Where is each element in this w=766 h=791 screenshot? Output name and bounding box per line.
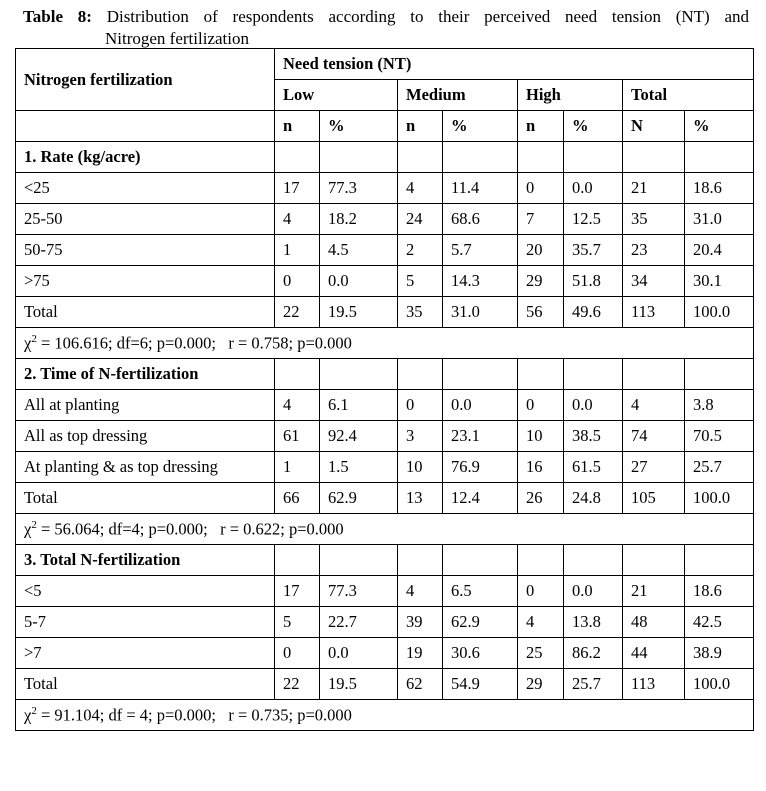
cell-value: 61.5 — [564, 452, 623, 483]
cell-value: 24.8 — [564, 483, 623, 514]
cell-value: 23.1 — [443, 421, 518, 452]
cell-value: 25 — [518, 638, 564, 669]
chi-superscript: 2 — [31, 518, 37, 531]
cell-value: 0 — [518, 390, 564, 421]
empty-cell — [518, 359, 564, 390]
cell-value: 12.4 — [443, 483, 518, 514]
empty-cell — [320, 359, 398, 390]
cell-value: 113 — [623, 669, 685, 700]
cell-value: 20.4 — [685, 235, 754, 266]
cell-value: 7 — [518, 204, 564, 235]
empty-cell — [320, 142, 398, 173]
chi-symbol: χ — [24, 333, 32, 353]
cell-value: 4 — [275, 390, 320, 421]
section-title-row — [16, 545, 754, 576]
row-label: All as top dressing — [16, 421, 275, 452]
cell-value: 3 — [398, 421, 443, 452]
cell-value: 0.0 — [443, 390, 518, 421]
row-label: >75 — [16, 266, 275, 297]
chi-superscript: 2 — [31, 704, 37, 717]
caption-label: Table 8: — [23, 7, 92, 26]
empty-cell — [16, 111, 275, 142]
cell-value: 100.0 — [685, 669, 754, 700]
level-header-medium: Medium — [398, 80, 518, 111]
cell-value: 23 — [623, 235, 685, 266]
cell-value: 62.9 — [443, 607, 518, 638]
cell-value: 113 — [623, 297, 685, 328]
table-row — [16, 452, 754, 483]
empty-cell — [275, 545, 320, 576]
cell-value: 14.3 — [443, 266, 518, 297]
cell-value: 5.7 — [443, 235, 518, 266]
cell-value: 4 — [275, 204, 320, 235]
cell-value: 4 — [398, 173, 443, 204]
cell-value: 4 — [398, 576, 443, 607]
cell-value: 25.7 — [685, 452, 754, 483]
stats-text: = 91.104; df = 4; p=0.000; r = 0.735; p=0.000 — [40, 705, 352, 725]
row-label: 25-50 — [16, 204, 275, 235]
cell-value: 1 — [275, 235, 320, 266]
table-row — [16, 266, 754, 297]
cell-value: 13.8 — [564, 607, 623, 638]
subcol-header: n — [518, 111, 564, 142]
cell-value: 30.6 — [443, 638, 518, 669]
cell-value: 100.0 — [685, 297, 754, 328]
cell-value: 24 — [398, 204, 443, 235]
cell-value: 6.1 — [320, 390, 398, 421]
cell-value: 54.9 — [443, 669, 518, 700]
cell-value: 38.5 — [564, 421, 623, 452]
cell-value: 49.6 — [564, 297, 623, 328]
subcol-header: n — [275, 111, 320, 142]
empty-cell — [275, 359, 320, 390]
section-title-row — [16, 359, 754, 390]
cell-value: 19.5 — [320, 297, 398, 328]
row-label: Total — [16, 669, 275, 700]
table-row — [16, 576, 754, 607]
cell-value: 34 — [623, 266, 685, 297]
cell-value: 0 — [518, 576, 564, 607]
chi-square-stats — [16, 328, 754, 359]
cell-value: 31.0 — [685, 204, 754, 235]
cell-value: 4 — [518, 607, 564, 638]
cell-value: 11.4 — [443, 173, 518, 204]
empty-cell — [443, 545, 518, 576]
cell-value: 25.7 — [564, 669, 623, 700]
cell-value: 22 — [275, 297, 320, 328]
cell-value: 3.8 — [685, 390, 754, 421]
table-row — [16, 638, 754, 669]
stats-row — [16, 328, 754, 359]
stats-text: = 56.064; df=4; p=0.000; r = 0.622; p=0.000 — [40, 519, 344, 539]
section-title-row — [16, 142, 754, 173]
cell-value: 0.0 — [320, 266, 398, 297]
table-row — [16, 297, 754, 328]
cell-value: 0 — [275, 638, 320, 669]
chi-symbol: χ — [24, 705, 32, 725]
cell-value: 44 — [623, 638, 685, 669]
cell-value: 21 — [623, 576, 685, 607]
cell-value: 5 — [398, 266, 443, 297]
cell-value: 6.5 — [443, 576, 518, 607]
subcol-header: % — [685, 111, 754, 142]
cell-value: 20 — [518, 235, 564, 266]
cell-value: 66 — [275, 483, 320, 514]
empty-cell — [398, 142, 443, 173]
cell-value: 105 — [623, 483, 685, 514]
cell-value: 0.0 — [564, 576, 623, 607]
cell-value: 39 — [398, 607, 443, 638]
cell-value: 62 — [398, 669, 443, 700]
cell-value: 56 — [518, 297, 564, 328]
stats-text: = 106.616; df=6; p=0.000; r = 0.758; p=0.000 — [40, 333, 352, 353]
cell-value: 68.6 — [443, 204, 518, 235]
empty-cell — [564, 545, 623, 576]
cell-value: 77.3 — [320, 576, 398, 607]
cell-value: 100.0 — [685, 483, 754, 514]
cell-value: 92.4 — [320, 421, 398, 452]
empty-cell — [443, 359, 518, 390]
cell-value: 13 — [398, 483, 443, 514]
cell-value: 35.7 — [564, 235, 623, 266]
row-label-header: Nitrogen fertilization — [16, 49, 275, 111]
cell-value: 5 — [275, 607, 320, 638]
cell-value: 0 — [518, 173, 564, 204]
cell-value: 1 — [275, 452, 320, 483]
row-label: Total — [16, 483, 275, 514]
cell-value: 62.9 — [320, 483, 398, 514]
cell-value: 17 — [275, 173, 320, 204]
cell-value: 22 — [275, 669, 320, 700]
table-row — [16, 483, 754, 514]
cell-value: 18.6 — [685, 173, 754, 204]
subcol-header: % — [443, 111, 518, 142]
table-row — [16, 390, 754, 421]
empty-cell — [623, 545, 685, 576]
caption-text-line1: Distribution of respondents according to their perceived need tension (NT) and — [106, 7, 749, 26]
empty-cell — [398, 545, 443, 576]
table-row — [16, 607, 754, 638]
section-title: 2. Time of N-fertilization — [16, 359, 275, 390]
empty-cell — [685, 359, 754, 390]
empty-cell — [564, 142, 623, 173]
cell-value: 2 — [398, 235, 443, 266]
cell-value: 17 — [275, 576, 320, 607]
row-label: <25 — [16, 173, 275, 204]
stats-row — [16, 700, 754, 731]
stats-row — [16, 514, 754, 545]
cell-value: 4 — [623, 390, 685, 421]
cell-value: 74 — [623, 421, 685, 452]
row-label: >7 — [16, 638, 275, 669]
cell-value: 70.5 — [685, 421, 754, 452]
cell-value: 27 — [623, 452, 685, 483]
empty-cell — [320, 545, 398, 576]
row-label: All at planting — [16, 390, 275, 421]
table-row — [16, 669, 754, 700]
cell-value: 0.0 — [564, 390, 623, 421]
chi-superscript: 2 — [31, 332, 37, 345]
table-row — [16, 173, 754, 204]
table-row — [16, 204, 754, 235]
cell-value: 31.0 — [443, 297, 518, 328]
header-row-group — [16, 49, 754, 80]
cell-value: 19 — [398, 638, 443, 669]
empty-cell — [685, 142, 754, 173]
empty-cell — [443, 142, 518, 173]
caption-text-line2: Nitrogen fertilization — [105, 29, 249, 48]
cell-value: 18.2 — [320, 204, 398, 235]
empty-cell — [518, 142, 564, 173]
empty-cell — [564, 359, 623, 390]
level-header-total: Total — [623, 80, 754, 111]
row-label: 50-75 — [16, 235, 275, 266]
empty-cell — [623, 142, 685, 173]
cell-value: 29 — [518, 266, 564, 297]
chi-symbol: χ — [24, 519, 32, 539]
cell-value: 10 — [518, 421, 564, 452]
row-label: At planting & as top dressing — [16, 452, 275, 483]
group-header: Need tension (NT) — [275, 49, 754, 80]
header-row-subcols — [16, 111, 754, 142]
subcol-header: % — [320, 111, 398, 142]
cell-value: 1.5 — [320, 452, 398, 483]
row-label: <5 — [16, 576, 275, 607]
cell-value: 0 — [398, 390, 443, 421]
cell-value: 29 — [518, 669, 564, 700]
cell-value: 0 — [275, 266, 320, 297]
chi-square-stats — [16, 514, 754, 545]
cell-value: 21 — [623, 173, 685, 204]
cell-value: 4.5 — [320, 235, 398, 266]
chi-square-stats — [16, 700, 754, 731]
section-title: 1. Rate (kg/acre) — [16, 142, 275, 173]
cell-value: 0.0 — [564, 173, 623, 204]
table-caption — [23, 6, 749, 50]
table-row — [16, 235, 754, 266]
cell-value: 19.5 — [320, 669, 398, 700]
cell-value: 86.2 — [564, 638, 623, 669]
cell-value: 16 — [518, 452, 564, 483]
level-header-high: High — [518, 80, 623, 111]
cell-value: 26 — [518, 483, 564, 514]
cell-value: 0.0 — [320, 638, 398, 669]
cell-value: 76.9 — [443, 452, 518, 483]
table-row — [16, 421, 754, 452]
cell-value: 61 — [275, 421, 320, 452]
cell-value: 48 — [623, 607, 685, 638]
data-table — [15, 48, 754, 731]
row-label: 5-7 — [16, 607, 275, 638]
subcol-header: % — [564, 111, 623, 142]
cell-value: 77.3 — [320, 173, 398, 204]
level-header-low: Low — [275, 80, 398, 111]
cell-value: 18.6 — [685, 576, 754, 607]
cell-value: 22.7 — [320, 607, 398, 638]
cell-value: 10 — [398, 452, 443, 483]
cell-value: 30.1 — [685, 266, 754, 297]
subcol-header: N — [623, 111, 685, 142]
empty-cell — [275, 142, 320, 173]
row-label: Total — [16, 297, 275, 328]
cell-value: 35 — [623, 204, 685, 235]
empty-cell — [685, 545, 754, 576]
section-title: 3. Total N-fertilization — [16, 545, 275, 576]
subcol-header: n — [398, 111, 443, 142]
empty-cell — [623, 359, 685, 390]
cell-value: 12.5 — [564, 204, 623, 235]
cell-value: 51.8 — [564, 266, 623, 297]
cell-value: 42.5 — [685, 607, 754, 638]
empty-cell — [398, 359, 443, 390]
empty-cell — [518, 545, 564, 576]
cell-value: 35 — [398, 297, 443, 328]
cell-value: 38.9 — [685, 638, 754, 669]
